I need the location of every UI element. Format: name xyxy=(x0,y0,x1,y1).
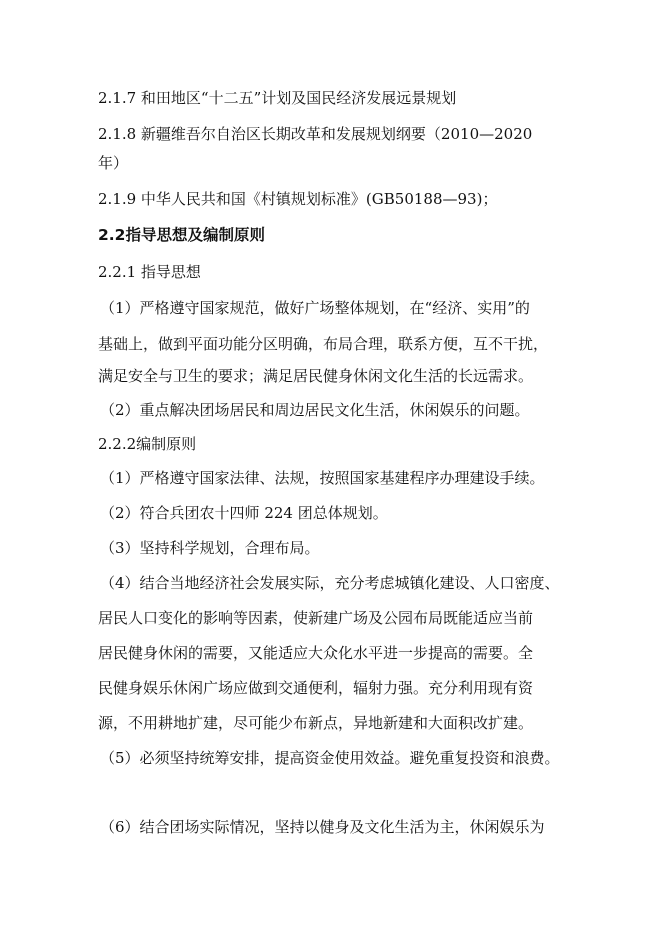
section-heading-2-2: 2.2指导思想及编制原则 xyxy=(98,226,265,244)
guideline-1-line-3: 满足安全与卫生的要求；满足居民健身休闲文化生活的长远需求。 xyxy=(98,367,534,385)
principle-4-line-3: 居民健身休闲的需要，又能适应大众化水平进一步提高的需要。全 xyxy=(98,644,534,662)
principle-4-line-1: （4）结合当地经济社会发展实际，充分考虑城镇化建设、人口密度、 xyxy=(100,574,560,592)
principle-6-line-1: （6）结合团场实际情况，坚持以健身及文化生活为主，休闲娱乐为 xyxy=(100,818,545,836)
subsection-heading-2-2-1: 2.2.1 指导思想 xyxy=(98,263,201,281)
ref-2-1-8: 2.1.8 新疆维吾尔自治区长期改革和发展规划纲要（2010—2020 xyxy=(98,125,533,143)
guideline-1-line-1: （1）严格遵守国家规范，做好广场整体规划，在“经济、实用”的 xyxy=(100,299,530,317)
guideline-1-line-2: 基础上，做到平面功能分区明确，布局合理，联系方便，互不干扰， xyxy=(98,335,549,353)
principle-4-line-5: 源，不用耕地扩建，尽可能少布新点，异地新建和大面积改扩建。 xyxy=(98,714,534,732)
principle-2: （2）符合兵团农十四师 224 团总体规划。 xyxy=(100,504,388,522)
principle-4-line-2: 居民人口变化的影响等因素，使新建广场及公园布局既能适应当前 xyxy=(98,609,534,627)
ref-2-1-9: 2.1.9 中华人民共和国《村镇规划标准》(GB50188—93)； xyxy=(98,190,498,208)
principle-4-line-4: 民健身娱乐休闲广场应做到交通便利，辐射力强。充分利用现有资 xyxy=(98,679,534,697)
ref-2-1-8-continued: 年） xyxy=(98,154,129,172)
principle-5: （5）必须坚持统筹安排，提高资金使用效益。避免重复投资和浪费。 xyxy=(100,749,560,767)
principle-1: （1）严格遵守国家法律、法规，按照国家基建程序办理建设手续。 xyxy=(100,469,545,487)
guideline-2: （2）重点解决团场居民和周边居民文化生活，休闲娱乐的问题。 xyxy=(100,401,530,419)
ref-2-1-7: 2.1.7 和田地区“十二五”计划及国民经济发展远景规划 xyxy=(98,89,457,107)
principle-3: （3）坚持科学规划，合理布局。 xyxy=(100,539,320,557)
subsection-heading-2-2-2: 2.2.2编制原则 xyxy=(98,435,197,453)
